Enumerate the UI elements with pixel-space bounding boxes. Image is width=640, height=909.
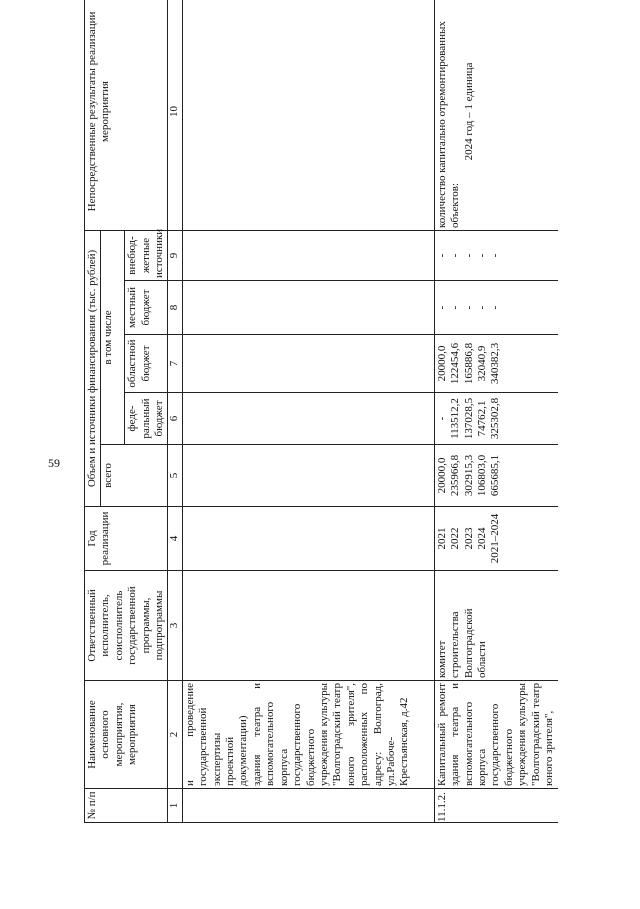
header-total: всего	[101, 445, 168, 507]
row-executor: комитет строительства Волгоградской области	[434, 571, 557, 681]
regional-cell: 165886,8	[462, 342, 475, 385]
result-text: количество капитально отремонтированных объектов:	[435, 21, 462, 228]
total-cell: 20000,0	[435, 457, 448, 494]
local-cell: -	[489, 305, 502, 310]
federal-cell: 325302,8	[489, 397, 502, 440]
header-year: Год реализации	[85, 507, 168, 571]
header-local: местный бюджет	[125, 281, 168, 335]
federal-cell: 137028,5	[462, 397, 475, 440]
local-cell: -	[476, 305, 489, 310]
total-cell: 665685,1	[489, 454, 502, 497]
federal-cell: -	[435, 416, 448, 421]
column-number: 6	[168, 393, 182, 445]
row-total	[434, 445, 557, 507]
year-cell: 2022	[449, 527, 462, 550]
column-number: 10	[168, 0, 182, 230]
header-extra: внебюд-жетные источники	[125, 230, 168, 280]
result-value: 2024 год – 1 единица	[462, 62, 475, 161]
local-cell: -	[462, 305, 475, 310]
financing-table	[84, 0, 558, 823]
column-number: 7	[168, 335, 182, 393]
column-number: 3	[168, 571, 182, 681]
row-local	[434, 281, 557, 335]
header-num: № п/п	[85, 789, 168, 823]
local-cell: -	[435, 305, 448, 310]
column-number: 9	[168, 230, 182, 280]
header-executor: Ответственный исполнитель, соисполнитель государственной программы, подпрограммы	[85, 571, 168, 681]
total-cell: 235966,8	[449, 454, 462, 497]
rotated-sheet	[65, 0, 556, 889]
regional-cell: 122454,6	[449, 342, 462, 385]
extra-cell: -	[489, 253, 502, 258]
header-in-that-number: в том числе	[101, 230, 125, 444]
column-number-row	[168, 0, 182, 823]
federal-cell: 113512,2	[449, 398, 462, 439]
header-regional: областной бюджет	[125, 335, 168, 393]
row-result	[434, 0, 557, 230]
page-number: 59	[48, 456, 60, 470]
year-cell: 2024	[476, 527, 489, 550]
extra-cell: -	[476, 253, 489, 258]
extra-cell: -	[435, 253, 448, 258]
continuation-row	[182, 0, 434, 823]
local-cell: -	[449, 305, 462, 310]
header-result: Непосредственные результаты реализации мероприятия	[85, 0, 168, 230]
column-number: 4	[168, 507, 182, 571]
row-number: 11.1.2.	[434, 789, 557, 823]
column-number: 8	[168, 281, 182, 335]
row-extra	[434, 230, 557, 280]
extra-cell: -	[449, 253, 462, 258]
header-federal: феде-ральный бюджет	[125, 393, 168, 445]
total-cell: 302915,3	[462, 454, 475, 497]
column-number: 5	[168, 445, 182, 507]
row-years	[434, 507, 557, 571]
row-name: Капитальный ремонт здания театра и вспомогательного корпуса государственного бюджетного учреждения культуры "Волгоградский театр юного зрителя",	[434, 681, 557, 789]
extra-cell: -	[462, 253, 475, 258]
year-cell: 2021	[435, 527, 448, 550]
header-financing: Объем и источники финансирования (тыс. рублей)	[85, 230, 101, 506]
year-cell: 2023	[462, 527, 475, 550]
header-name: Наименование основного мероприятия, мероприятия	[85, 681, 168, 789]
column-number: 2	[168, 681, 182, 789]
continuation-name: и проведение государственной экспертизы проектной документации) здания театра и вспомогательного корпуса государственного бюджетного учреждения культуры "Волгоградский театр юного зрителя", расположенных по адресу: Волгоград, ул.Рабоче-Крестьянская, д.42	[182, 681, 434, 789]
year-cell: 2021–2024	[489, 513, 502, 564]
regional-cell: 20000,0	[435, 345, 448, 382]
regional-cell: 32040,9	[476, 345, 489, 382]
row-regional	[434, 335, 557, 393]
column-number: 1	[168, 789, 182, 823]
row-federal	[434, 393, 557, 445]
regional-cell: 340382,3	[489, 342, 502, 385]
total-cell: 106803,0	[476, 454, 489, 497]
table-row	[434, 0, 557, 823]
federal-cell: 74762,1	[476, 400, 489, 437]
